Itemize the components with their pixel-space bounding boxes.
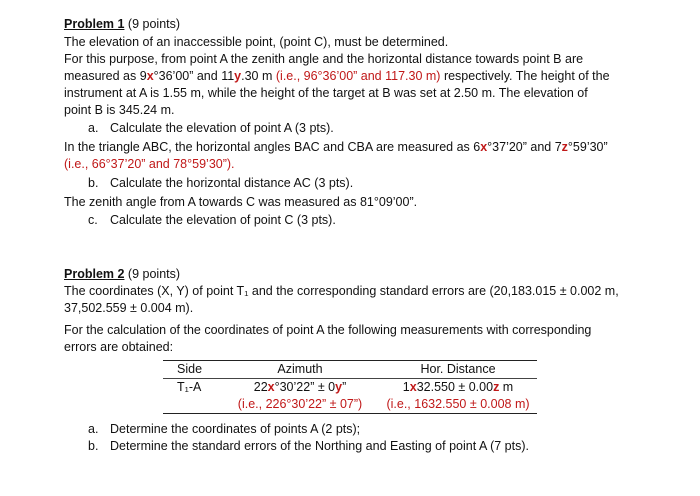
text-segment: °30’22” ± 0 bbox=[274, 380, 336, 394]
table-header-row bbox=[163, 361, 537, 379]
measurements-table bbox=[163, 360, 537, 414]
item-text: Calculate the elevation of point A (3 pts). bbox=[110, 121, 334, 135]
problem2-item-a bbox=[88, 421, 360, 438]
problem1-para-line4: point B is 345.24 m. bbox=[64, 103, 175, 117]
table-row bbox=[163, 379, 537, 397]
problem2-coords-line2: 37,502.559 ± 0.004 m). bbox=[64, 301, 194, 315]
problem1-triangle-example: (i.e., 66°37’20” and 78°59’30”). bbox=[64, 157, 235, 171]
problem1-zenith: The zenith angle from A towards C was measured as 81°09’00”. bbox=[64, 195, 418, 209]
item-label: c. bbox=[88, 213, 98, 227]
variable-x: x bbox=[409, 380, 417, 394]
problem1-points: (9 points) bbox=[127, 17, 181, 31]
header-distance: Hor. Distance bbox=[379, 361, 537, 379]
problem1-para-line3: instrument at A is 1.55 m, while the height of the target at B was set at 2.50 m. The elevation of bbox=[64, 86, 588, 100]
text-segment: °36’00” and 11 bbox=[153, 69, 235, 83]
cell-azimuth bbox=[221, 379, 379, 397]
example-values: (i.e., 96°36’00” and 117.30 m) bbox=[275, 69, 441, 83]
item-label: b. bbox=[88, 439, 99, 453]
variable-x: x bbox=[267, 380, 275, 394]
problem1-para-line2 bbox=[64, 68, 610, 85]
cell-azimuth-example: (i.e., 226°30’22” ± 07”) bbox=[221, 396, 379, 414]
variable-y: y bbox=[335, 380, 343, 394]
text-segment: 22 bbox=[253, 380, 268, 394]
variable-y: y bbox=[234, 69, 242, 83]
problem2-title: Problem 2 bbox=[64, 267, 125, 281]
problem1-title: Problem 1 bbox=[64, 17, 125, 31]
problem2-meas-line1: For the calculation of the coordinates of point A the following measurements with corresponding bbox=[64, 323, 592, 337]
item-text: Calculate the horizontal distance AC (3 pts). bbox=[110, 176, 354, 190]
variable-z: z bbox=[493, 380, 500, 394]
cell-distance-example: (i.e., 1632.550 ± 0.008 m) bbox=[379, 396, 537, 414]
problem1-item-c bbox=[88, 212, 336, 229]
text-segment: °59’30” bbox=[567, 140, 608, 154]
header-side: Side bbox=[163, 361, 221, 379]
text-segment: m bbox=[499, 380, 514, 394]
variable-x: x bbox=[146, 69, 154, 83]
text-segment: ” bbox=[342, 380, 347, 394]
cell-distance bbox=[379, 379, 537, 397]
problem2-heading bbox=[64, 266, 180, 283]
item-label: a. bbox=[88, 121, 99, 135]
table-row-example bbox=[163, 396, 537, 414]
problem1-para-line1: For this purpose, from point A the zenith angle and the horizontal distance towards point B are bbox=[64, 52, 584, 66]
problem2-coords-line1: The coordinates (X, Y) of point T₁ and the corresponding standard errors are (20,183.015 ± 0.002 m, bbox=[64, 284, 619, 298]
item-text: Determine the standard errors of the Northing and Easting of point A (7 pts). bbox=[110, 439, 529, 453]
cell-empty bbox=[163, 396, 221, 414]
text-segment: measured as 9 bbox=[64, 69, 147, 83]
problem1-item-a bbox=[88, 120, 334, 137]
header-azimuth: Azimuth bbox=[221, 361, 379, 379]
text-segment: 1 bbox=[402, 380, 410, 394]
item-text: Calculate the elevation of point C (3 pts). bbox=[110, 213, 336, 227]
problem1-triangle-line1 bbox=[64, 139, 608, 156]
problem1-intro: The elevation of an inaccessible point, (point C), must be determined. bbox=[64, 35, 449, 49]
cell-side: T₁-A bbox=[177, 380, 202, 394]
item-text: Determine the coordinates of points A (2 pts); bbox=[110, 422, 361, 436]
problem2-meas-line2: errors are obtained: bbox=[64, 340, 174, 354]
text-segment: .30 m bbox=[241, 69, 276, 83]
item-label: b. bbox=[88, 176, 99, 190]
problem2-item-b bbox=[88, 438, 529, 455]
problem1-item-b bbox=[88, 175, 353, 192]
problem1-heading bbox=[64, 16, 180, 33]
variable-x: x bbox=[480, 140, 488, 154]
variable-z: z bbox=[561, 140, 568, 154]
text-segment: °37’20” and 7 bbox=[487, 140, 562, 154]
text-segment: In the triangle ABC, the horizontal angles BAC and CBA are measured as 6 bbox=[64, 140, 481, 154]
problem2-points: (9 points) bbox=[127, 267, 181, 281]
text-segment: 32.550 ± 0.00 bbox=[416, 380, 494, 394]
item-label: a. bbox=[88, 422, 99, 436]
text-segment: respectively. The height of the bbox=[440, 69, 610, 83]
